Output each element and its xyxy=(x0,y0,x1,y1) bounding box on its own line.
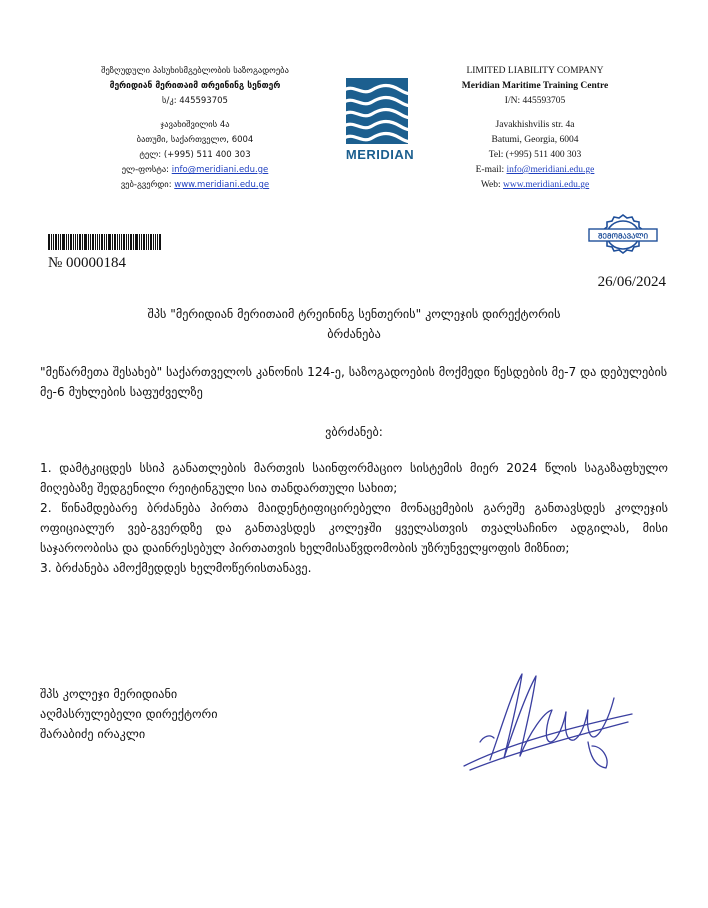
barcode-bar xyxy=(133,234,134,250)
barcode-bar xyxy=(148,234,149,250)
barcode-bar xyxy=(70,234,72,250)
phone-eng: Tel: (+995) 511 400 303 xyxy=(488,150,582,160)
barcode-bar xyxy=(126,234,127,250)
document-date: 26/06/2024 xyxy=(597,274,666,290)
company-id-geo: ს/კ: 445593705 xyxy=(162,96,228,106)
barcode-bar xyxy=(79,234,81,250)
title-line-2: ბრძანება xyxy=(327,327,381,341)
company-name-geo: მერიდიან მერითაიმ თრეინინგ სენთერ xyxy=(109,81,281,91)
email-line-geo: ელ-ფოსტა: info@meridiani.edu.ge xyxy=(121,165,269,175)
barcode-bar xyxy=(159,234,161,250)
barcode-bar xyxy=(153,234,154,250)
barcode-bar xyxy=(99,234,100,250)
barcode-bar xyxy=(60,234,61,250)
order-item-3: 3. ბრძანება ამოქმედდეს ხელმოწერისთანავე. xyxy=(40,561,312,575)
barcode-bar xyxy=(135,234,138,250)
barcode-bar xyxy=(73,234,74,250)
barcode-bar xyxy=(101,234,103,250)
email-link-geo[interactable]: info@meridiani.edu.ge xyxy=(171,165,269,175)
barcode-bar xyxy=(53,234,54,250)
barcode-bar xyxy=(90,234,91,250)
barcode-bar xyxy=(108,234,111,250)
header-english xyxy=(430,64,640,193)
legal-basis: "მეწარმეთა შესახებ" საქართველოს კანონის 124-ე, საზოგადოების მოქმედი წესდების მე-7 და დებულების მე-6 მუხლების საფუძველზე xyxy=(40,365,668,399)
barcode-bar xyxy=(141,234,142,250)
document-number: № 00000184 xyxy=(48,255,127,271)
barcode-bar xyxy=(130,234,132,250)
barcode-bar xyxy=(62,234,65,250)
logo-wordmark: MERIDIAN xyxy=(345,147,415,162)
barcode-bar xyxy=(97,234,98,250)
barcode-bar xyxy=(146,234,147,250)
barcode-bar xyxy=(155,234,156,250)
barcode-bar xyxy=(82,234,83,250)
barcode-bar xyxy=(55,234,57,250)
email-link-eng[interactable]: info@meridiani.edu.ge xyxy=(506,165,595,175)
signatory-name: შარაბიძე ირაკლი xyxy=(40,727,146,741)
address-city-geo: ბათუმი, საქართველო, 6004 xyxy=(136,135,254,145)
barcode-bar xyxy=(143,234,145,250)
barcode-bar xyxy=(119,234,120,250)
address-city-eng: Batumi, Georgia, 6004 xyxy=(491,135,579,145)
barcode-bar xyxy=(51,234,52,250)
barcode-bar xyxy=(68,234,69,250)
barcode-bar xyxy=(128,234,129,250)
signatory-org: შპს კოლეჯი მერიდიანი xyxy=(40,687,178,701)
barcode-bar xyxy=(139,234,140,250)
barcode-bar xyxy=(58,234,59,250)
header-georgian xyxy=(55,64,335,193)
order-item-1: 1. დამტკიცდეს სსიპ განათლების მართვის საინფორმაციო სისტემის მიერ 2024 წლის საგაზაფხულო მიღებაზე შედგენილი რეიტინგული სია თანდართული სახით; xyxy=(40,461,668,495)
barcode-bar xyxy=(114,234,116,250)
signatory-position: აღმასრულებელი დირექტორი xyxy=(40,707,218,721)
address-street-eng: Javakhishvilis str. 4a xyxy=(495,120,575,130)
barcode-bar xyxy=(112,234,113,250)
barcode-bar xyxy=(123,234,125,250)
barcode-bar xyxy=(121,234,122,250)
approved-stamp-icon xyxy=(588,212,658,258)
barcode-bar xyxy=(88,234,89,250)
order-item-2: 2. წინამდებარე ბრძანება პირთა მაიდენტიფიცირებელი მონაცემების გარეშე განთავსდეს კოლეჯის ოფიციალურ ვებ-გვერდზე და განთავსდეს კოლეჯში ყველასთვის თვალსაჩინო ადგილას, მისი საჯაროობისა და დაინრესებულ პირთათვის ხელმისაწვდომობის უზრუნველყოფის მიზნით; xyxy=(40,501,668,555)
stamp-text: ᲨᲔᲛᲝᲛᲐᲕᲐᲚᲘ xyxy=(597,231,649,241)
company-type-eng: LIMITED LIABILITY COMPANY xyxy=(466,66,604,76)
barcode-bar xyxy=(95,234,96,250)
barcode-bar xyxy=(150,234,152,250)
barcode-bar xyxy=(104,234,105,250)
order-heading: ვბრძანებ: xyxy=(325,425,383,439)
web-line-eng: Web: www.meridiani.edu.ge xyxy=(480,180,590,190)
barcode-icon xyxy=(48,234,164,250)
web-link-eng[interactable]: www.meridiani.edu.ge xyxy=(503,180,590,190)
address-street-geo: ჯავახიშვილის 4ა xyxy=(160,120,230,130)
meridian-logo-icon xyxy=(340,78,420,146)
barcode-bar xyxy=(75,234,76,250)
company-type-geo: შეზღუდული პასუხისმგებლობის საზოგადოება xyxy=(101,66,289,76)
signatory-block xyxy=(40,684,320,744)
barcode-bar xyxy=(48,234,50,250)
title-line-1: შპს "მერიდიან მერითაიმ ტრეინინგ სენთერის" კოლეჯის დირექტორის xyxy=(147,307,561,321)
barcode-bar xyxy=(106,234,107,250)
phone-geo: ტელ: (+995) 511 400 303 xyxy=(139,150,251,160)
company-id-eng: I/N: 445593705 xyxy=(504,96,566,106)
barcode-bar xyxy=(92,234,94,250)
document-title xyxy=(40,304,668,344)
barcode-bar xyxy=(84,234,87,250)
barcode-bar xyxy=(66,234,67,250)
web-line-geo: ვებ-გვერდი: www.meridiani.edu.ge xyxy=(120,180,270,190)
barcode-bar xyxy=(117,234,118,250)
company-name-eng: Meridian Maritime Training Centre xyxy=(461,81,609,91)
barcode-bar xyxy=(77,234,78,250)
web-link-geo[interactable]: www.meridiani.edu.ge xyxy=(174,180,270,190)
handwritten-signature-icon xyxy=(460,662,635,772)
order-items xyxy=(40,458,668,578)
barcode-bar xyxy=(157,234,158,250)
email-line-eng: E-mail: info@meridiani.edu.ge xyxy=(475,165,595,175)
